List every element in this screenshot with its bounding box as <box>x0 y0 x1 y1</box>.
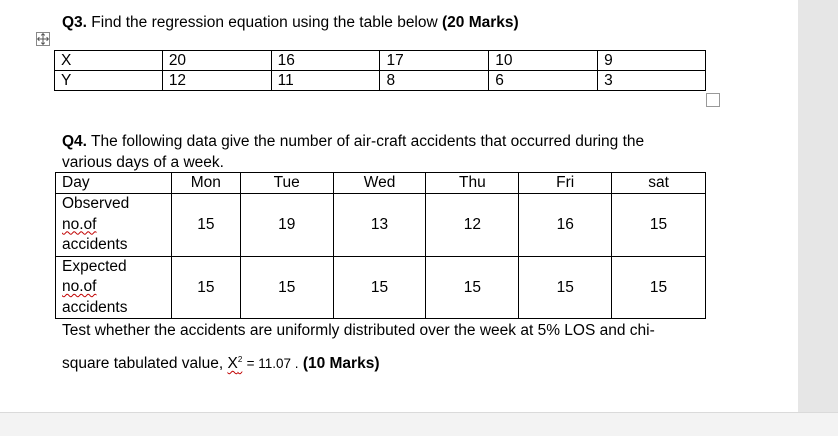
q3-table <box>54 50 706 91</box>
table-cell: Y <box>55 71 163 91</box>
chi-symbol <box>227 355 242 372</box>
header-cell: Thu <box>426 173 519 194</box>
table-cell: 15 <box>240 256 333 319</box>
row-label-line: Expected <box>62 257 127 275</box>
table-cell: 11 <box>271 71 380 91</box>
table-row-observed <box>56 194 706 257</box>
table-cell: 12 <box>426 194 519 257</box>
move-arrows-icon[interactable] <box>36 32 50 46</box>
row-label-expected <box>56 256 172 319</box>
row-label-line: no.of <box>62 278 97 295</box>
header-cell: Fri <box>519 173 612 194</box>
q4-number: Q4. <box>62 133 87 150</box>
table-row <box>55 51 706 71</box>
header-cell: Tue <box>240 173 333 194</box>
table-cell: 12 <box>162 71 271 91</box>
table-cell: 15 <box>519 256 612 319</box>
chi-value: = 11.07 . <box>246 356 299 372</box>
q4-question-line2: various days of a week. <box>62 154 224 171</box>
table-cell: 3 <box>598 71 706 91</box>
q4-marks: (10 Marks) <box>302 355 380 373</box>
q4-text-line1: The following data give the number of air-craft accidents that occurred during the <box>91 133 645 150</box>
table-cell: 6 <box>489 71 598 91</box>
table-cell: 15 <box>171 194 240 257</box>
q3-number: Q3. <box>62 14 87 31</box>
table-cell: X <box>55 51 163 71</box>
header-cell: Wed <box>333 173 426 194</box>
row-label-line: no.of <box>62 215 97 233</box>
table-cell: 8 <box>380 71 489 91</box>
table-resize-icon[interactable] <box>706 93 720 107</box>
table-cell: 15 <box>612 256 706 319</box>
table-cell: 15 <box>426 256 519 319</box>
table-cell: 15 <box>171 256 240 319</box>
q3-text: Find the regression equation using the table below <box>91 14 438 31</box>
q4-footer-text: square tabulated value, <box>62 355 224 373</box>
header-cell-day: Day <box>56 173 172 194</box>
header-cell: Mon <box>171 173 240 194</box>
table-cell: 13 <box>333 194 426 257</box>
row-label-observed <box>56 194 172 257</box>
q3-question <box>62 12 519 33</box>
q4-footer-line1: Test whether the accidents are uniformly distributed over the week at 5% LOS and chi- <box>62 322 655 339</box>
chi-superscript: 2 <box>237 355 243 364</box>
row-label-line: accidents <box>62 236 128 253</box>
table-cell: 16 <box>271 51 380 71</box>
table-row-expected <box>56 256 706 319</box>
q4-footer-line2 <box>62 349 380 374</box>
table-row <box>55 71 706 91</box>
document-bottom-area <box>0 412 838 436</box>
table-cell: 17 <box>380 51 489 71</box>
row-label-line: Observed <box>62 195 130 212</box>
page-margin <box>798 0 838 412</box>
table-cell: 16 <box>519 194 612 257</box>
header-cell: sat <box>612 173 706 194</box>
q4-question-line1 <box>62 131 644 152</box>
chi-letter: X <box>227 355 238 373</box>
q4-table <box>55 172 706 319</box>
table-header-row <box>56 173 706 194</box>
table-cell: 9 <box>598 51 706 71</box>
table-cell: 20 <box>162 51 271 71</box>
table-cell: 15 <box>333 256 426 319</box>
table-cell: 19 <box>240 194 333 257</box>
table-cell: 10 <box>489 51 598 71</box>
row-label-line: accidents <box>62 298 128 316</box>
table-cell: 15 <box>612 194 706 257</box>
q3-marks: (20 Marks) <box>442 14 519 31</box>
